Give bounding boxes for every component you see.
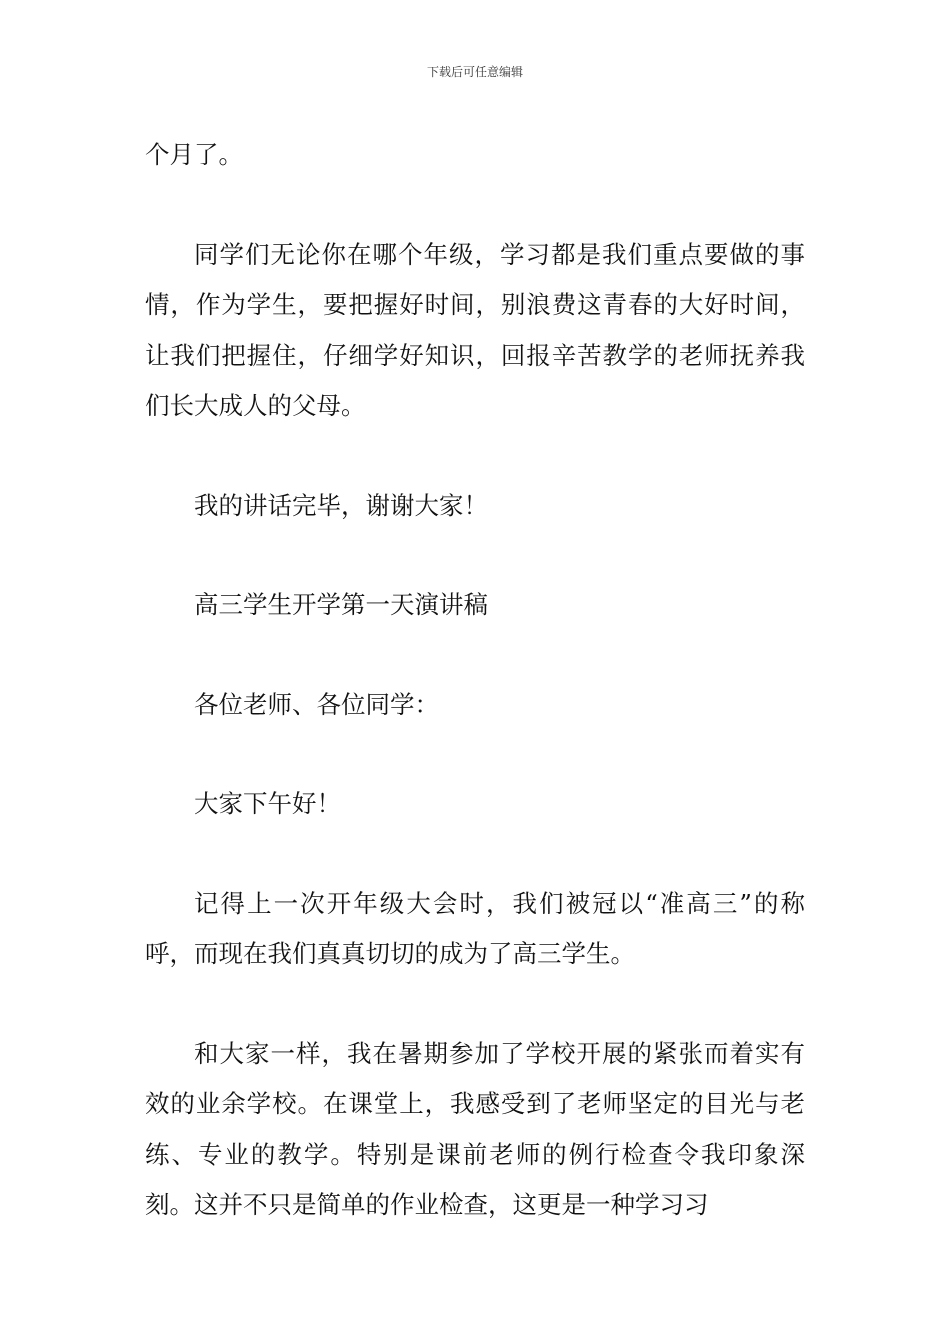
paragraph-gap xyxy=(145,432,805,481)
paragraph-continuation: 个月了。 xyxy=(145,140,243,169)
paragraph-greeting: 大家下午好！ xyxy=(194,789,341,818)
paragraph-gap xyxy=(145,531,805,580)
paragraph-gap xyxy=(145,730,805,779)
paragraph-salutation: 各位老师、各位同学： xyxy=(194,689,439,719)
paragraph-study-advice: 同学们无论你在哪个年级，学习都是我们重点要做的事情，作为学生，要把握好时间，别浪费这青春的大好时间，让我们把握住，仔细学好知识，回报辛苦教学的老师抚养我们长大成人的父母。 xyxy=(145,239,805,420)
paragraph-gap xyxy=(145,830,805,879)
paragraph-recollection: 记得上一次开年级大会时，我们被冠以“准高三”的称呼，而现在我们真真切切的成为了高三学生。 xyxy=(145,888,805,968)
page-header: 下载后可任意编辑 xyxy=(426,65,523,79)
paragraph-summer-school: 和大家一样，我在暑期参加了学校开展的紧张而着实有效的业余学校。在课堂上，我感受到了老师坚定的目光与老练、专业的教学。特别是课前老师的例行检查令我印象深刻。这并不只是简单的作业检查，这更是一种学习习 xyxy=(145,1038,805,1219)
paragraph-gap xyxy=(145,980,805,1029)
paragraph-gap xyxy=(145,631,805,680)
document-body xyxy=(145,130,805,1231)
speech-title: 高三学生开学第一天演讲稿 xyxy=(194,590,488,619)
paragraph-closing: 我的讲话完毕，谢谢大家！ xyxy=(194,490,488,520)
paragraph-gap xyxy=(145,181,805,230)
